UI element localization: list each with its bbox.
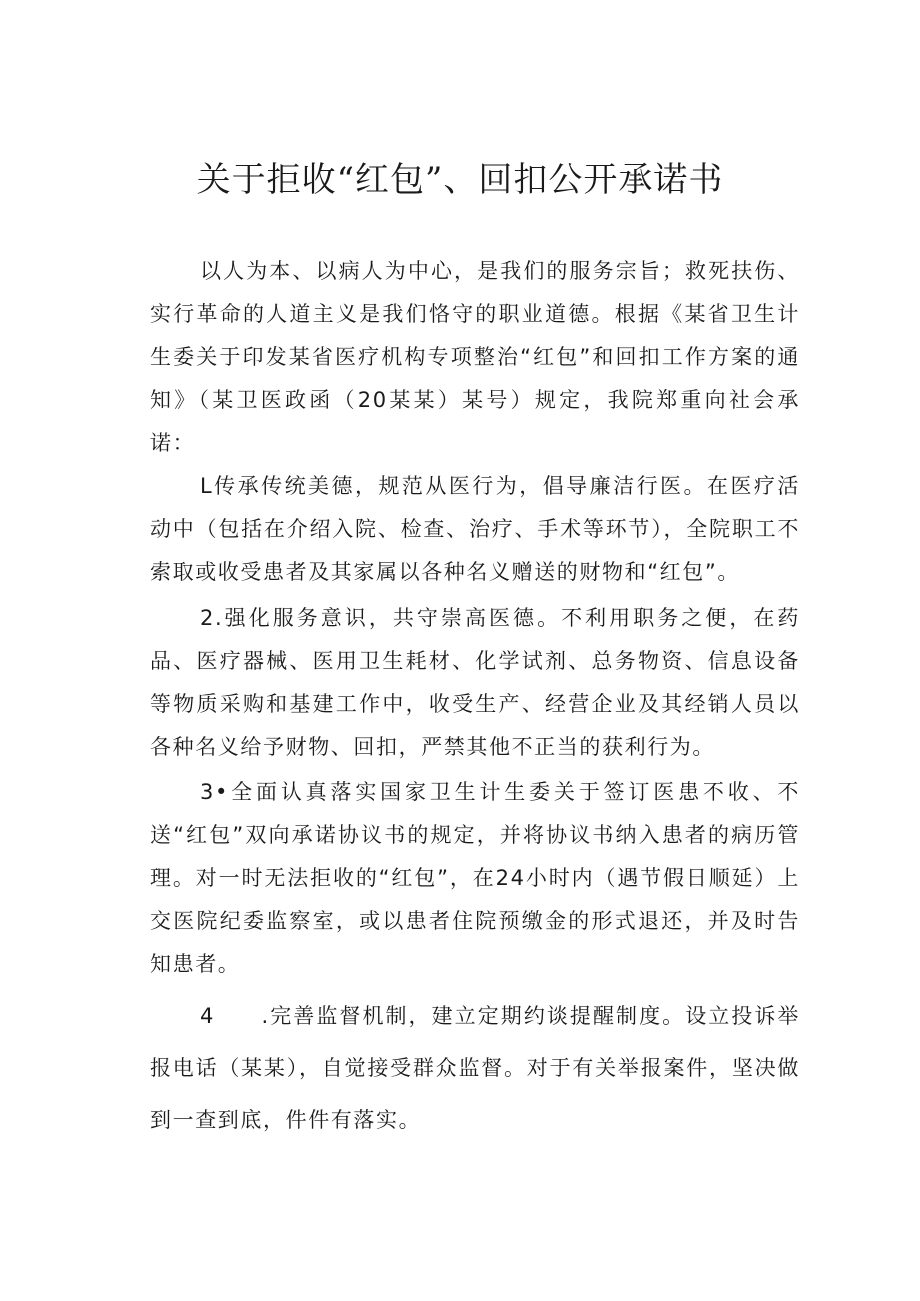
commitment-item-1: L传承传统美德，规范从医行为，倡导廉洁行医。在医疗活动中（包括在介绍入院、检查、治疗、手术等环节），全院职工不索取或收受患者及其家属以各种名义赠送的财物和“红包”。 [150, 474, 800, 584]
commitment-item-2: 2.强化服务意识，共守崇高医德。不利用职务之便，在药品、医疗器械、医用卫生耗材、化学试剂、总务物资、信息设备等物质采购和基建工作中，收受生产、经营企业及其经销人员以各种名义给予财物、回扣，严禁其他不正当的获利行为。 [150, 606, 800, 759]
document-title: 关于拒收“红包”、回扣公开承诺书 [196, 160, 724, 200]
commitment-item-4: 4 .完善监督机制，建立定期约谈提醒制度。设立投诉举报电话（某某），自觉接受群众监督。对于有关举报案件，坚决做到一查到底，件件有落实。 [150, 1004, 800, 1132]
commitment-item-3: 3•全面认真落实国家卫生计生委关于签订医患不收、不送“红包”双向承诺协议书的规定，并将协议书纳入患者的病历管理。对一时无法拒收的“红包”，在24小时内（遇节假日顺延）上交医院纪委监察室，或以患者住院预缴金的形式退还，并及时告知患者。 [150, 780, 800, 976]
intro-paragraph: 以人为本、以病人为中心，是我们的服务宗旨；救死扶伤、实行革命的人道主义是我们恪守的职业道德。根据《某省卫生计生委关于印发某省医疗机构专项整治“红包”和回扣工作方案的通知》（某卫医政函（20某某）某号）规定，我院郑重向社会承诺： [150, 259, 800, 455]
